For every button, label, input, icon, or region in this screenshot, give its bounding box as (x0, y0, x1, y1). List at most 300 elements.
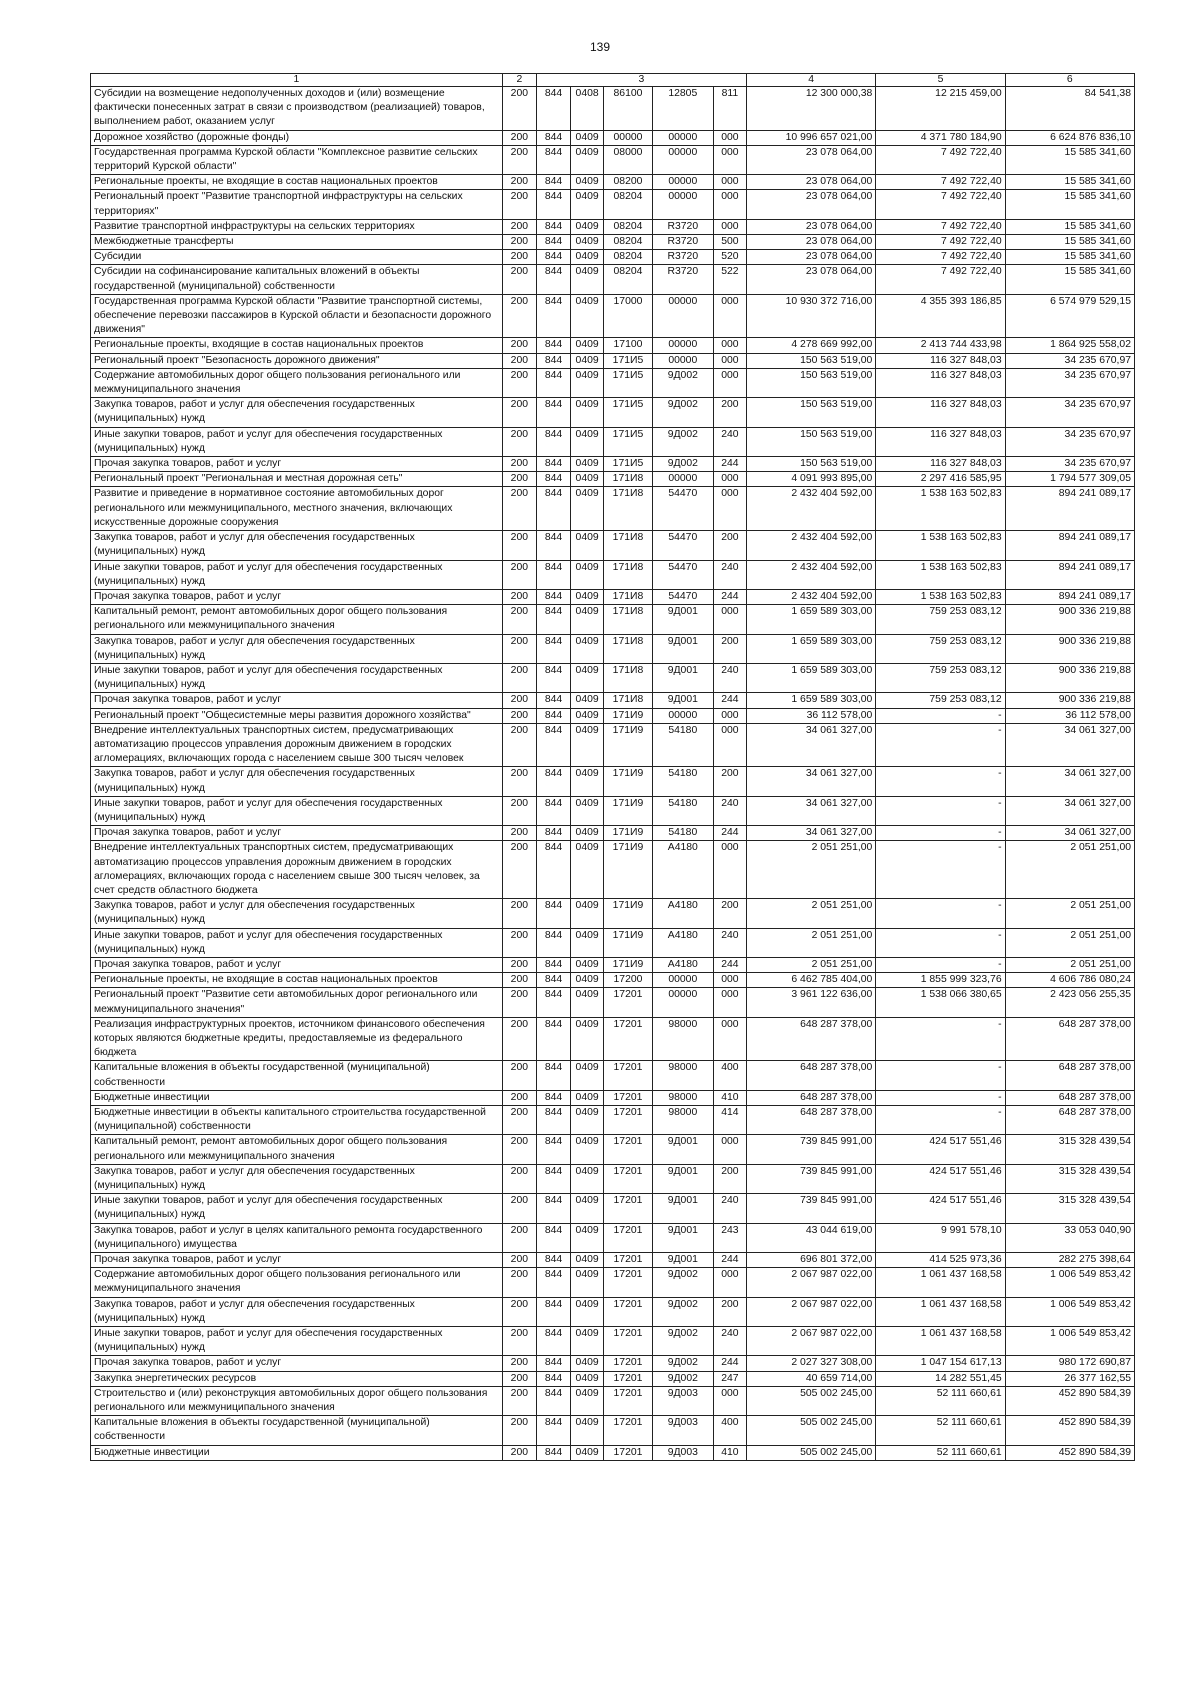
cell-col-6: 648 287 378,00 (1005, 1017, 1134, 1061)
cell-col-5: 759 253 083,12 (876, 663, 1005, 692)
cell-col-3c: 171И8 (604, 605, 653, 634)
cell-col-3d: 00000 (652, 294, 713, 338)
cell-col-5: 1 061 437 168,58 (876, 1268, 1005, 1297)
cell-col-4: 2 432 404 592,00 (746, 589, 875, 604)
cell-col-3d: 9Д002 (652, 427, 713, 456)
cell-name: Иные закупки товаров, работ и услуг для обеспечения государственных (муниципальных) нужд (91, 1327, 503, 1356)
cell-col-3b: 0409 (571, 1356, 604, 1371)
table-row (91, 663, 1135, 692)
cell-col-3e: 244 (713, 1253, 746, 1268)
cell-col-3c: 171И9 (604, 928, 653, 957)
cell-name: Субсидии на возмещение недополученных доходов и (или) возмещение фактически понесенных затрат в связи с производством (реализацией) товаров, выполнением работ, оказанием услуг (91, 87, 503, 131)
cell-col-3a: 844 (536, 1135, 570, 1164)
cell-col-3b: 0409 (571, 634, 604, 663)
cell-col-3c: 17201 (604, 1356, 653, 1371)
cell-col-3e: 244 (713, 826, 746, 841)
cell-col-2: 200 (502, 190, 536, 219)
cell-col-2: 200 (502, 87, 536, 131)
cell-col-3a: 844 (536, 1416, 570, 1445)
cell-col-6: 452 890 584,39 (1005, 1386, 1134, 1415)
cell-col-3e: 522 (713, 265, 746, 294)
cell-col-3b: 0409 (571, 1194, 604, 1223)
cell-col-3d: 9Д002 (652, 1356, 713, 1371)
cell-col-3d: 54180 (652, 796, 713, 825)
cell-col-2: 200 (502, 175, 536, 190)
cell-col-5: - (876, 1090, 1005, 1105)
cell-col-3c: 17201 (604, 1194, 653, 1223)
cell-col-4: 2 051 251,00 (746, 899, 875, 928)
cell-col-3d: R3720 (652, 235, 713, 250)
cell-name: Иные закупки товаров, работ и услуг для обеспечения государственных (муниципальных) нужд (91, 1194, 503, 1223)
cell-col-4: 43 044 619,00 (746, 1223, 875, 1252)
cell-col-3b: 0409 (571, 145, 604, 174)
table-row (91, 1164, 1135, 1193)
table-row (91, 1386, 1135, 1415)
cell-col-6: 34 235 670,97 (1005, 368, 1134, 397)
table-row (91, 427, 1135, 456)
table-row (91, 1223, 1135, 1252)
cell-col-3a: 844 (536, 457, 570, 472)
cell-col-5: 2 413 744 433,98 (876, 338, 1005, 353)
cell-col-6: 894 241 089,17 (1005, 487, 1134, 531)
cell-name: Региональный проект "Безопасность дорожного движения" (91, 353, 503, 368)
cell-col-6: 15 585 341,60 (1005, 145, 1134, 174)
cell-col-6: 452 890 584,39 (1005, 1445, 1134, 1460)
cell-col-6: 648 287 378,00 (1005, 1106, 1134, 1135)
cell-col-4: 40 659 714,00 (746, 1371, 875, 1386)
cell-col-3a: 844 (536, 338, 570, 353)
table-row (91, 219, 1135, 234)
cell-col-6: 900 336 219,88 (1005, 663, 1134, 692)
cell-name: Прочая закупка товаров, работ и услуг (91, 457, 503, 472)
cell-col-3d: 54180 (652, 767, 713, 796)
cell-name: Капитальные вложения в объекты государственной (муниципальной) собственности (91, 1416, 503, 1445)
cell-col-6: 34 061 327,00 (1005, 796, 1134, 825)
cell-col-3a: 844 (536, 531, 570, 560)
cell-col-2: 200 (502, 560, 536, 589)
cell-name: Капитальный ремонт, ремонт автомобильных дорог общего пользования регионального или межмуниципального значения (91, 1135, 503, 1164)
cell-col-3e: 200 (713, 531, 746, 560)
cell-col-5: - (876, 767, 1005, 796)
cell-col-3a: 844 (536, 899, 570, 928)
cell-col-3d: 54470 (652, 487, 713, 531)
cell-name: Иные закупки товаров, работ и услуг для обеспечения государственных (муниципальных) нужд (91, 796, 503, 825)
cell-name: Государственная программа Курской области "Комплексное развитие сельских территорий Курской области" (91, 145, 503, 174)
cell-col-5: 52 111 660,61 (876, 1386, 1005, 1415)
cell-col-6: 15 585 341,60 (1005, 175, 1134, 190)
cell-col-2: 200 (502, 841, 536, 899)
cell-col-3e: 520 (713, 250, 746, 265)
cell-col-2: 200 (502, 988, 536, 1017)
cell-col-3d: А4180 (652, 899, 713, 928)
cell-col-2: 200 (502, 338, 536, 353)
cell-col-3e: 400 (713, 1061, 746, 1090)
cell-col-3d: 9Д001 (652, 634, 713, 663)
cell-col-3d: 12805 (652, 87, 713, 131)
cell-col-3a: 844 (536, 175, 570, 190)
cell-col-3d: 00000 (652, 472, 713, 487)
cell-col-3b: 0409 (571, 294, 604, 338)
cell-col-6: 34 235 670,97 (1005, 457, 1134, 472)
cell-col-6: 34 061 327,00 (1005, 767, 1134, 796)
cell-col-4: 2 051 251,00 (746, 957, 875, 972)
cell-col-3d: 00000 (652, 708, 713, 723)
cell-col-3c: 171И5 (604, 368, 653, 397)
cell-col-4: 34 061 327,00 (746, 796, 875, 825)
cell-col-4: 150 563 519,00 (746, 427, 875, 456)
cell-col-2: 200 (502, 634, 536, 663)
cell-col-3a: 844 (536, 1061, 570, 1090)
cell-col-3b: 0408 (571, 87, 604, 131)
cell-col-3e: 244 (713, 693, 746, 708)
cell-name: Внедрение интеллектуальных транспортных систем, предусматривающих автоматизацию процессов управления дорожным движением в городских агломерациях, включающих города с населением свыше 300 тысяч человек (91, 723, 503, 767)
cell-col-3d: 00000 (652, 338, 713, 353)
cell-name: Содержание автомобильных дорог общего пользования регионального или межмуниципального значения (91, 368, 503, 397)
cell-col-3e: 244 (713, 1356, 746, 1371)
table-row (91, 1135, 1135, 1164)
cell-col-6: 15 585 341,60 (1005, 265, 1134, 294)
cell-name: Региональный проект "Региональная и местная дорожная сеть" (91, 472, 503, 487)
cell-col-2: 200 (502, 398, 536, 427)
table-row (91, 796, 1135, 825)
cell-col-3e: 240 (713, 796, 746, 825)
cell-col-3b: 0409 (571, 1106, 604, 1135)
cell-col-5: 1 061 437 168,58 (876, 1297, 1005, 1326)
cell-col-3e: 240 (713, 1327, 746, 1356)
cell-col-3b: 0409 (571, 1135, 604, 1164)
cell-col-3b: 0409 (571, 1371, 604, 1386)
cell-name: Закупка товаров, работ и услуг для обеспечения государственных (муниципальных) нужд (91, 398, 503, 427)
cell-col-5: 1 538 066 380,65 (876, 988, 1005, 1017)
table-row (91, 487, 1135, 531)
cell-col-2: 200 (502, 1268, 536, 1297)
cell-col-4: 2 067 987 022,00 (746, 1327, 875, 1356)
cell-col-2: 200 (502, 796, 536, 825)
cell-name: Закупка товаров, работ и услуг в целях капитального ремонта государственного (муниципального) имущества (91, 1223, 503, 1252)
cell-col-2: 200 (502, 767, 536, 796)
cell-col-3d: R3720 (652, 250, 713, 265)
cell-col-3d: 00000 (652, 190, 713, 219)
cell-col-3a: 844 (536, 663, 570, 692)
cell-col-6: 1 006 549 853,42 (1005, 1327, 1134, 1356)
cell-col-6: 282 275 398,64 (1005, 1253, 1134, 1268)
cell-col-2: 200 (502, 130, 536, 145)
cell-col-3c: 17201 (604, 1416, 653, 1445)
table-row (91, 1297, 1135, 1326)
cell-col-3d: 9Д002 (652, 1297, 713, 1326)
cell-col-3d: 98000 (652, 1090, 713, 1105)
cell-col-3c: 171И8 (604, 531, 653, 560)
cell-col-3a: 844 (536, 190, 570, 219)
cell-col-4: 505 002 245,00 (746, 1386, 875, 1415)
cell-col-4: 23 078 064,00 (746, 219, 875, 234)
cell-col-3d: R3720 (652, 265, 713, 294)
cell-name: Прочая закупка товаров, работ и услуг (91, 957, 503, 972)
table-row (91, 235, 1135, 250)
cell-col-6: 452 890 584,39 (1005, 1416, 1134, 1445)
cell-col-5: - (876, 1061, 1005, 1090)
cell-col-3c: 171И8 (604, 589, 653, 604)
cell-col-4: 23 078 064,00 (746, 145, 875, 174)
cell-col-6: 6 574 979 529,15 (1005, 294, 1134, 338)
cell-col-6: 36 112 578,00 (1005, 708, 1134, 723)
cell-name: Закупка товаров, работ и услуг для обеспечения государственных (муниципальных) нужд (91, 767, 503, 796)
cell-col-3b: 0409 (571, 190, 604, 219)
cell-col-2: 200 (502, 265, 536, 294)
cell-col-6: 315 328 439,54 (1005, 1194, 1134, 1223)
cell-col-3c: 00000 (604, 130, 653, 145)
cell-name: Бюджетные инвестиции (91, 1445, 503, 1460)
cell-col-3c: 171И9 (604, 826, 653, 841)
cell-col-3a: 844 (536, 826, 570, 841)
cell-col-4: 10 930 372 716,00 (746, 294, 875, 338)
cell-name: Строительство и (или) реконструкция автомобильных дорог общего пользования регионального или межмуниципального значения (91, 1386, 503, 1415)
cell-col-3a: 844 (536, 487, 570, 531)
table-row (91, 1416, 1135, 1445)
table-row (91, 1253, 1135, 1268)
cell-col-3c: 17201 (604, 1386, 653, 1415)
cell-col-6: 315 328 439,54 (1005, 1164, 1134, 1193)
cell-col-4: 2 027 327 308,00 (746, 1356, 875, 1371)
cell-col-4: 150 563 519,00 (746, 353, 875, 368)
cell-col-3c: 17201 (604, 1223, 653, 1252)
cell-col-5: 7 492 722,40 (876, 219, 1005, 234)
cell-col-3b: 0409 (571, 130, 604, 145)
cell-col-2: 200 (502, 250, 536, 265)
cell-col-3e: 000 (713, 605, 746, 634)
cell-col-3d: 54180 (652, 723, 713, 767)
table-row (91, 457, 1135, 472)
cell-col-5: 1 061 437 168,58 (876, 1327, 1005, 1356)
cell-col-2: 200 (502, 1327, 536, 1356)
table-row (91, 294, 1135, 338)
cell-col-2: 200 (502, 928, 536, 957)
cell-name: Дорожное хозяйство (дорожные фонды) (91, 130, 503, 145)
cell-col-3e: 000 (713, 219, 746, 234)
cell-col-3e: 000 (713, 368, 746, 397)
cell-col-2: 200 (502, 487, 536, 531)
cell-col-5: 7 492 722,40 (876, 175, 1005, 190)
cell-col-2: 200 (502, 1223, 536, 1252)
cell-col-2: 200 (502, 899, 536, 928)
cell-col-3a: 844 (536, 973, 570, 988)
cell-col-6: 648 287 378,00 (1005, 1090, 1134, 1105)
cell-col-3d: 9Д001 (652, 663, 713, 692)
cell-col-3a: 844 (536, 130, 570, 145)
cell-col-3e: 244 (713, 589, 746, 604)
cell-col-3e: 240 (713, 928, 746, 957)
table-row (91, 928, 1135, 957)
cell-col-3d: 00000 (652, 973, 713, 988)
table-row (91, 841, 1135, 899)
table-row (91, 1371, 1135, 1386)
cell-col-3a: 844 (536, 928, 570, 957)
cell-col-4: 2 432 404 592,00 (746, 560, 875, 589)
cell-col-3b: 0409 (571, 235, 604, 250)
cell-col-3c: 08204 (604, 250, 653, 265)
cell-col-4: 4 091 993 895,00 (746, 472, 875, 487)
cell-col-3c: 08200 (604, 175, 653, 190)
cell-col-3b: 0409 (571, 531, 604, 560)
cell-col-3a: 844 (536, 957, 570, 972)
cell-col-6: 15 585 341,60 (1005, 219, 1134, 234)
cell-col-6: 15 585 341,60 (1005, 250, 1134, 265)
cell-col-3b: 0409 (571, 1017, 604, 1061)
cell-col-6: 4 606 786 080,24 (1005, 973, 1134, 988)
cell-col-5: 759 253 083,12 (876, 634, 1005, 663)
cell-col-2: 200 (502, 1017, 536, 1061)
cell-col-2: 200 (502, 1386, 536, 1415)
cell-col-3c: 171И5 (604, 398, 653, 427)
cell-col-3a: 844 (536, 634, 570, 663)
cell-name: Иные закупки товаров, работ и услуг для обеспечения государственных (муниципальных) нужд (91, 663, 503, 692)
cell-col-3b: 0409 (571, 1416, 604, 1445)
cell-col-6: 648 287 378,00 (1005, 1061, 1134, 1090)
cell-col-3b: 0409 (571, 368, 604, 397)
cell-col-5: 424 517 551,46 (876, 1135, 1005, 1164)
cell-col-5: 9 991 578,10 (876, 1223, 1005, 1252)
table-row (91, 353, 1135, 368)
cell-col-3b: 0409 (571, 841, 604, 899)
cell-name: Региональный проект "Общесистемные меры развития дорожного хозяйства" (91, 708, 503, 723)
cell-col-4: 739 845 991,00 (746, 1164, 875, 1193)
cell-col-3a: 844 (536, 589, 570, 604)
cell-col-4: 696 801 372,00 (746, 1253, 875, 1268)
cell-col-3e: 414 (713, 1106, 746, 1135)
cell-col-2: 200 (502, 219, 536, 234)
cell-name: Прочая закупка товаров, работ и услуг (91, 1253, 503, 1268)
cell-col-3e: 200 (713, 899, 746, 928)
table-row (91, 398, 1135, 427)
cell-col-3a: 844 (536, 767, 570, 796)
table-row (91, 634, 1135, 663)
table-body (91, 87, 1135, 1461)
cell-col-3e: 000 (713, 190, 746, 219)
cell-col-6: 894 241 089,17 (1005, 531, 1134, 560)
cell-col-3c: 17201 (604, 1090, 653, 1105)
cell-col-5: - (876, 723, 1005, 767)
cell-col-6: 34 235 670,97 (1005, 398, 1134, 427)
cell-name: Прочая закупка товаров, работ и услуг (91, 693, 503, 708)
cell-col-3a: 844 (536, 1268, 570, 1297)
cell-col-3d: 00000 (652, 175, 713, 190)
cell-col-3d: 00000 (652, 130, 713, 145)
cell-col-6: 1 864 925 558,02 (1005, 338, 1134, 353)
cell-col-6: 15 585 341,60 (1005, 190, 1134, 219)
cell-col-3e: 244 (713, 957, 746, 972)
cell-col-6: 315 328 439,54 (1005, 1135, 1134, 1164)
cell-col-4: 150 563 519,00 (746, 368, 875, 397)
table-row (91, 190, 1135, 219)
cell-col-3c: 171И8 (604, 487, 653, 531)
cell-col-3d: А4180 (652, 928, 713, 957)
table-row (91, 988, 1135, 1017)
cell-col-2: 200 (502, 531, 536, 560)
cell-col-4: 2 051 251,00 (746, 928, 875, 957)
cell-col-3e: 200 (713, 1164, 746, 1193)
cell-col-6: 900 336 219,88 (1005, 693, 1134, 708)
cell-col-3a: 844 (536, 1445, 570, 1460)
cell-col-3d: 9Д003 (652, 1416, 713, 1445)
cell-name: Бюджетные инвестиции в объекты капитального строительства государственной (муниципальной) собственности (91, 1106, 503, 1135)
cell-col-3c: 17201 (604, 1297, 653, 1326)
cell-col-3b: 0409 (571, 928, 604, 957)
cell-col-3d: 9Д002 (652, 368, 713, 397)
cell-col-4: 34 061 327,00 (746, 723, 875, 767)
cell-col-5: 2 297 416 585,95 (876, 472, 1005, 487)
table-row (91, 1017, 1135, 1061)
cell-col-3c: 17201 (604, 1164, 653, 1193)
cell-col-3b: 0409 (571, 1386, 604, 1415)
cell-col-3a: 844 (536, 145, 570, 174)
cell-col-4: 150 563 519,00 (746, 457, 875, 472)
cell-col-3b: 0409 (571, 1253, 604, 1268)
cell-col-3e: 000 (713, 841, 746, 899)
cell-col-6: 894 241 089,17 (1005, 589, 1134, 604)
cell-name: Капитальный ремонт, ремонт автомобильных дорог общего пользования регионального или межмуниципального значения (91, 605, 503, 634)
cell-name: Региональный проект "Развитие сети автомобильных дорог регионального или межмуниципального значения" (91, 988, 503, 1017)
table-row (91, 560, 1135, 589)
cell-col-3e: 000 (713, 973, 746, 988)
cell-col-5: 759 253 083,12 (876, 605, 1005, 634)
cell-col-3b: 0409 (571, 265, 604, 294)
cell-name: Внедрение интеллектуальных транспортных систем, предусматривающих автоматизацию процессов управления дорожным движением в городских агломерациях, включающих города с населением свыше 300 тысяч человек, за счет средств областного бюджета (91, 841, 503, 899)
cell-col-3e: 200 (713, 1297, 746, 1326)
cell-col-3b: 0409 (571, 988, 604, 1017)
cell-col-2: 200 (502, 957, 536, 972)
cell-col-6: 34 061 327,00 (1005, 723, 1134, 767)
cell-col-3c: 171И9 (604, 899, 653, 928)
cell-col-4: 6 462 785 404,00 (746, 973, 875, 988)
header-col-1: 1 (91, 74, 503, 87)
table-row (91, 130, 1135, 145)
cell-col-3c: 08204 (604, 235, 653, 250)
cell-col-3d: 00000 (652, 353, 713, 368)
cell-col-3b: 0409 (571, 457, 604, 472)
cell-name: Закупка товаров, работ и услуг для обеспечения государственных (муниципальных) нужд (91, 1297, 503, 1326)
cell-name: Государственная программа Курской области "Развитие транспортной системы, обеспечение перевозки пассажиров в Курской области и безопасности дорожного движения" (91, 294, 503, 338)
cell-col-3c: 17201 (604, 1061, 653, 1090)
cell-name: Закупка энергетических ресурсов (91, 1371, 503, 1386)
cell-col-5: 7 492 722,40 (876, 145, 1005, 174)
cell-col-3e: 240 (713, 663, 746, 692)
cell-col-3c: 17201 (604, 1327, 653, 1356)
cell-col-5: 116 327 848,03 (876, 457, 1005, 472)
cell-col-3c: 17100 (604, 338, 653, 353)
cell-col-3b: 0409 (571, 1327, 604, 1356)
cell-col-3e: 410 (713, 1445, 746, 1460)
cell-col-3d: 9Д003 (652, 1386, 713, 1415)
cell-col-3d: 9Д002 (652, 398, 713, 427)
cell-col-6: 2 051 251,00 (1005, 841, 1134, 899)
cell-name: Региональные проекты, входящие в состав национальных проектов (91, 338, 503, 353)
cell-col-3c: 171И8 (604, 472, 653, 487)
cell-col-2: 200 (502, 1061, 536, 1090)
cell-col-5: - (876, 826, 1005, 841)
cell-col-3a: 844 (536, 398, 570, 427)
cell-col-3c: 08000 (604, 145, 653, 174)
cell-col-5: 1 538 163 502,83 (876, 531, 1005, 560)
cell-col-4: 2 432 404 592,00 (746, 487, 875, 531)
cell-col-2: 200 (502, 1356, 536, 1371)
cell-col-5: 116 327 848,03 (876, 368, 1005, 397)
table-row (91, 767, 1135, 796)
cell-col-3a: 844 (536, 796, 570, 825)
cell-col-2: 200 (502, 826, 536, 841)
cell-name: Прочая закупка товаров, работ и услуг (91, 826, 503, 841)
cell-col-3c: 171И9 (604, 841, 653, 899)
cell-col-6: 900 336 219,88 (1005, 634, 1134, 663)
